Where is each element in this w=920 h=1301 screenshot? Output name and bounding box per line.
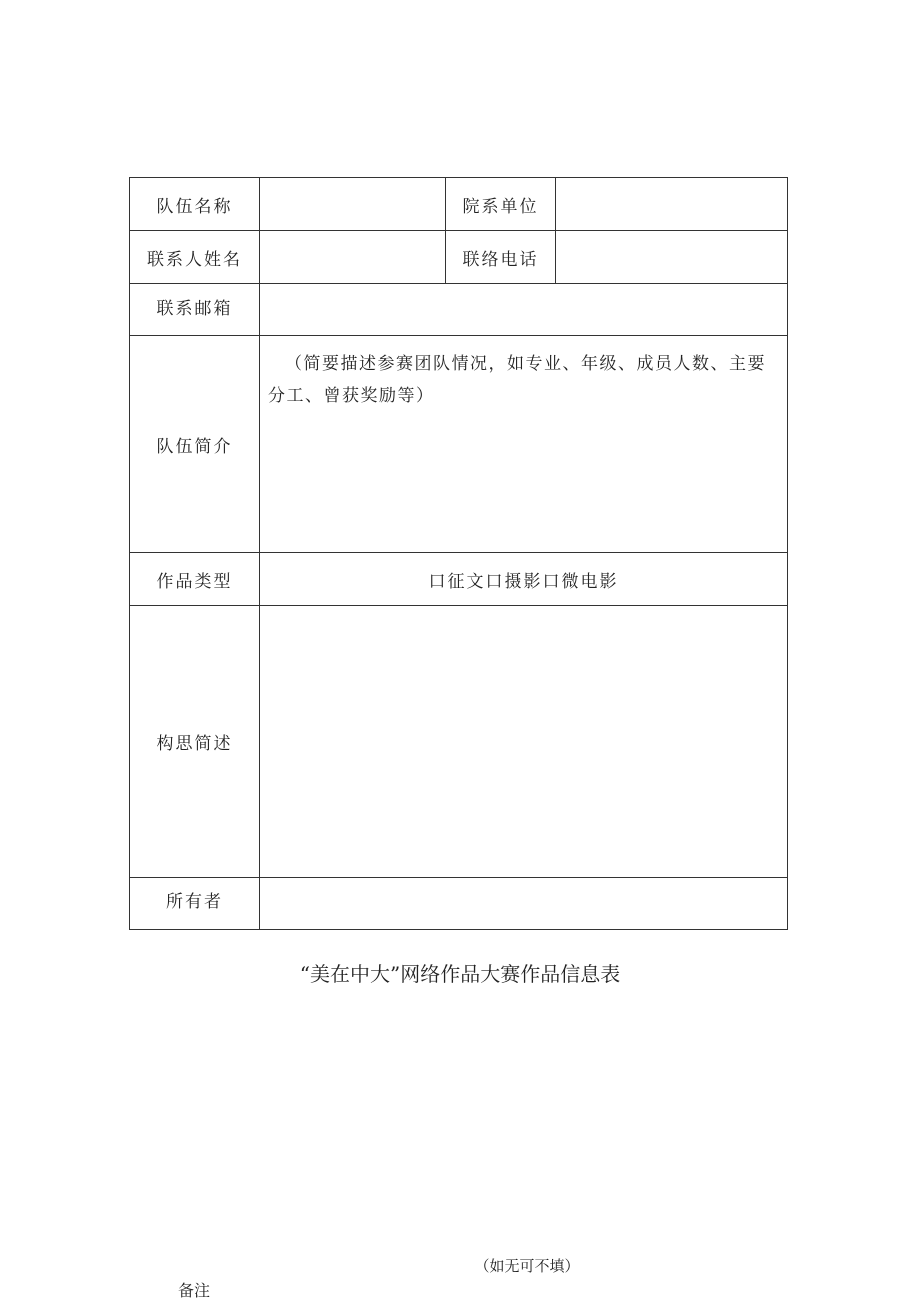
form-row-team-intro bbox=[130, 336, 788, 553]
concept-label: 构思简述 bbox=[130, 606, 260, 878]
owner-label: 所有者 bbox=[130, 878, 260, 930]
form-row-work-type bbox=[130, 553, 788, 606]
email-field[interactable] bbox=[260, 284, 788, 336]
form-row-contact bbox=[130, 231, 788, 284]
work-type-label: 作品类型 bbox=[130, 553, 260, 606]
form-row-owner bbox=[130, 878, 788, 930]
remark-note: （如无可不填） bbox=[474, 1257, 580, 1275]
contact-name-field[interactable] bbox=[260, 231, 446, 284]
email-label: 联系邮箱 bbox=[130, 284, 260, 336]
contact-name-label: 联系人姓名 bbox=[130, 231, 260, 284]
department-field[interactable] bbox=[556, 178, 788, 231]
work-type-options[interactable]: 口征文口摄影口微电影 bbox=[260, 553, 788, 606]
form-row-team bbox=[130, 178, 788, 231]
team-name-label: 队伍名称 bbox=[130, 178, 260, 231]
owner-field[interactable] bbox=[260, 878, 788, 930]
department-label: 院系单位 bbox=[446, 178, 556, 231]
remark-label: 备注 bbox=[178, 1281, 211, 1300]
team-intro-label: 队伍简介 bbox=[130, 336, 260, 553]
form-row-email bbox=[130, 284, 788, 336]
team-name-field[interactable] bbox=[260, 178, 446, 231]
entry-form-table bbox=[129, 177, 788, 930]
form-row-concept bbox=[130, 606, 788, 878]
team-intro-field[interactable]: （简要描述参赛团队情况，如专业、年级、成员人数、主要分工、曾获奖励等） bbox=[260, 336, 788, 553]
document-title: “美在中大”网络作品大赛作品信息表 bbox=[299, 962, 621, 986]
contact-phone-label: 联络电话 bbox=[446, 231, 556, 284]
contact-phone-field[interactable] bbox=[556, 231, 788, 284]
concept-field[interactable] bbox=[260, 606, 788, 878]
